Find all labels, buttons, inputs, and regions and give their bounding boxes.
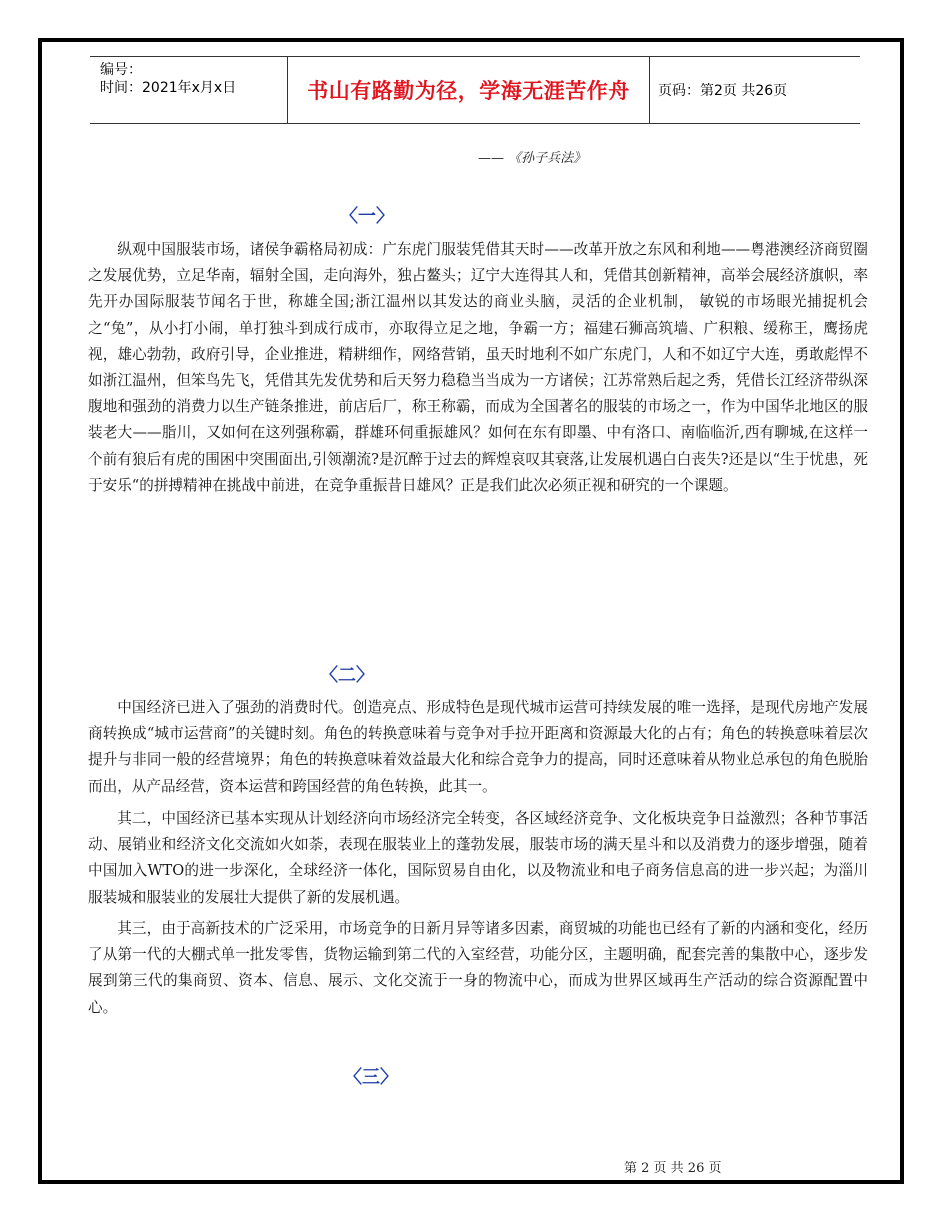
section-2-paragraph-3: 其三，由于高新技术的广泛采用，市场竞争的日新月异等诸多因素，商贸城的功能也已经有了新的内涵和变化，经历了从第一代的大棚式单一批发零售，货物运输到第二代的入室经营，功能分区，主题明确，配套完善的集散中心，逐步发展到第三代的集商贸、资本、信息、展示、文化交流于一身的物流中心，而成为世界区域再生产活动的综合资源配置中心。	[88, 920, 868, 1016]
serial-label: 编号：	[100, 62, 142, 78]
quote-source: —— 《孙子兵法》	[478, 151, 587, 166]
section-2-paragraph-1: 中国经济已进入了强劲的消费时代。创造亮点、形成特色是现代城市运营可持续发展的唯一选择，是现代房地产发展商转换成“城市运营商”的关键时刻。角色的转换意味着与竞争对手拉开距离和资源最大化的占有；角色的转换意味着层次提升与非同一般的经营境界；角色的转换意味着效益最大化和综合竞争力的提高，同时还意味着从物业总承包的角色脱胎而出，从产品经营，资本运营和跨国经营的角色转换，此其一。	[88, 699, 868, 795]
section-heading-1: 〈一〉	[340, 206, 394, 227]
section-2-paragraph-2: 其二，中国经济已基本实现从计划经济向市场经济完全转变，各区域经济竞争、文化板块竞争日益激烈；各种节事活动、展销业和经济文化交流如火如荼，表现在服装业上的蓬勃发展，服装市场的满天星斗和以及消费力的逐步增强，随着中国加入WTO的进一步深化，全球经济一体化，国际贸易自由化，以及物流业和电子商务信息高的进一步兴起；为淄川服装城和服装业的发展壮大提供了新的发展机遇。	[88, 810, 868, 906]
date-label: 时间：2021年x月x日	[100, 80, 237, 96]
header-motto: 书山有路勤为径，学海无涯苦作舟	[287, 57, 650, 123]
section-heading-2: 〈二〉	[320, 665, 374, 686]
footer-page-number: 第 2 页 共 26 页	[624, 1161, 722, 1176]
page-header	[90, 56, 860, 124]
section-heading-3: 〈三〉	[344, 1067, 398, 1088]
section-1-paragraph-1: 纵观中国服装市场，诸侯争霸格局初成：广东虎门服装凭借其天时——改革开放之东风和利地——粤港澳经济商贸圈之发展优势，立足华南，辐射全国，走向海外，独占鳌头；辽宁大连得其人和，凭借其创新精神，高举会展经济旗帜，率先开办国际服装节闻名于世，称雄全国;浙江温州以其发达的商业头脑，灵活的企业机制， 敏锐的市场眼光捕捉机会之“兔”，从小打小闹，单打独斗到成行成市，亦取得立足之地，争霸一方；福建石狮高筑墙、广积粮、缓称王，鹰扬虎视，雄心勃勃，政府引导，企业推进，精耕细作，网络营销，虽天时地利不如广东虎门，人和不如辽宁大连，勇敢彪悍不如浙江温州，但笨鸟先飞，凭借其先发优势和后天努力稳稳当当成为一方诸侯；江苏常熟后起之秀，凭借长江经济带纵深腹地和强劲的消费力以生产链条推进，前店后厂，称王称霸，而成为全国著名的服装的市场之一，作为中国华北地区的服装老大——脂川，又如何在这列强称霸，群雄环伺重振雄风？如何在东有即墨、中有洛口、南临临沂,西有聊城,在这样一个前有狼后有虎的围困中突围面出,引领潮流?是沉醉于过去的辉煌哀叹其衰落,让发展机遇白白丧失?还是以“生于忧患，死于安乐“的拼搏精神在挑战中前进，在竞争重振昔日雄风？正是我们此次必须正视和研究的一个课题。	[88, 241, 868, 494]
header-page-info: 页码：第2页 共26页	[658, 83, 788, 99]
header-meta	[90, 57, 287, 123]
